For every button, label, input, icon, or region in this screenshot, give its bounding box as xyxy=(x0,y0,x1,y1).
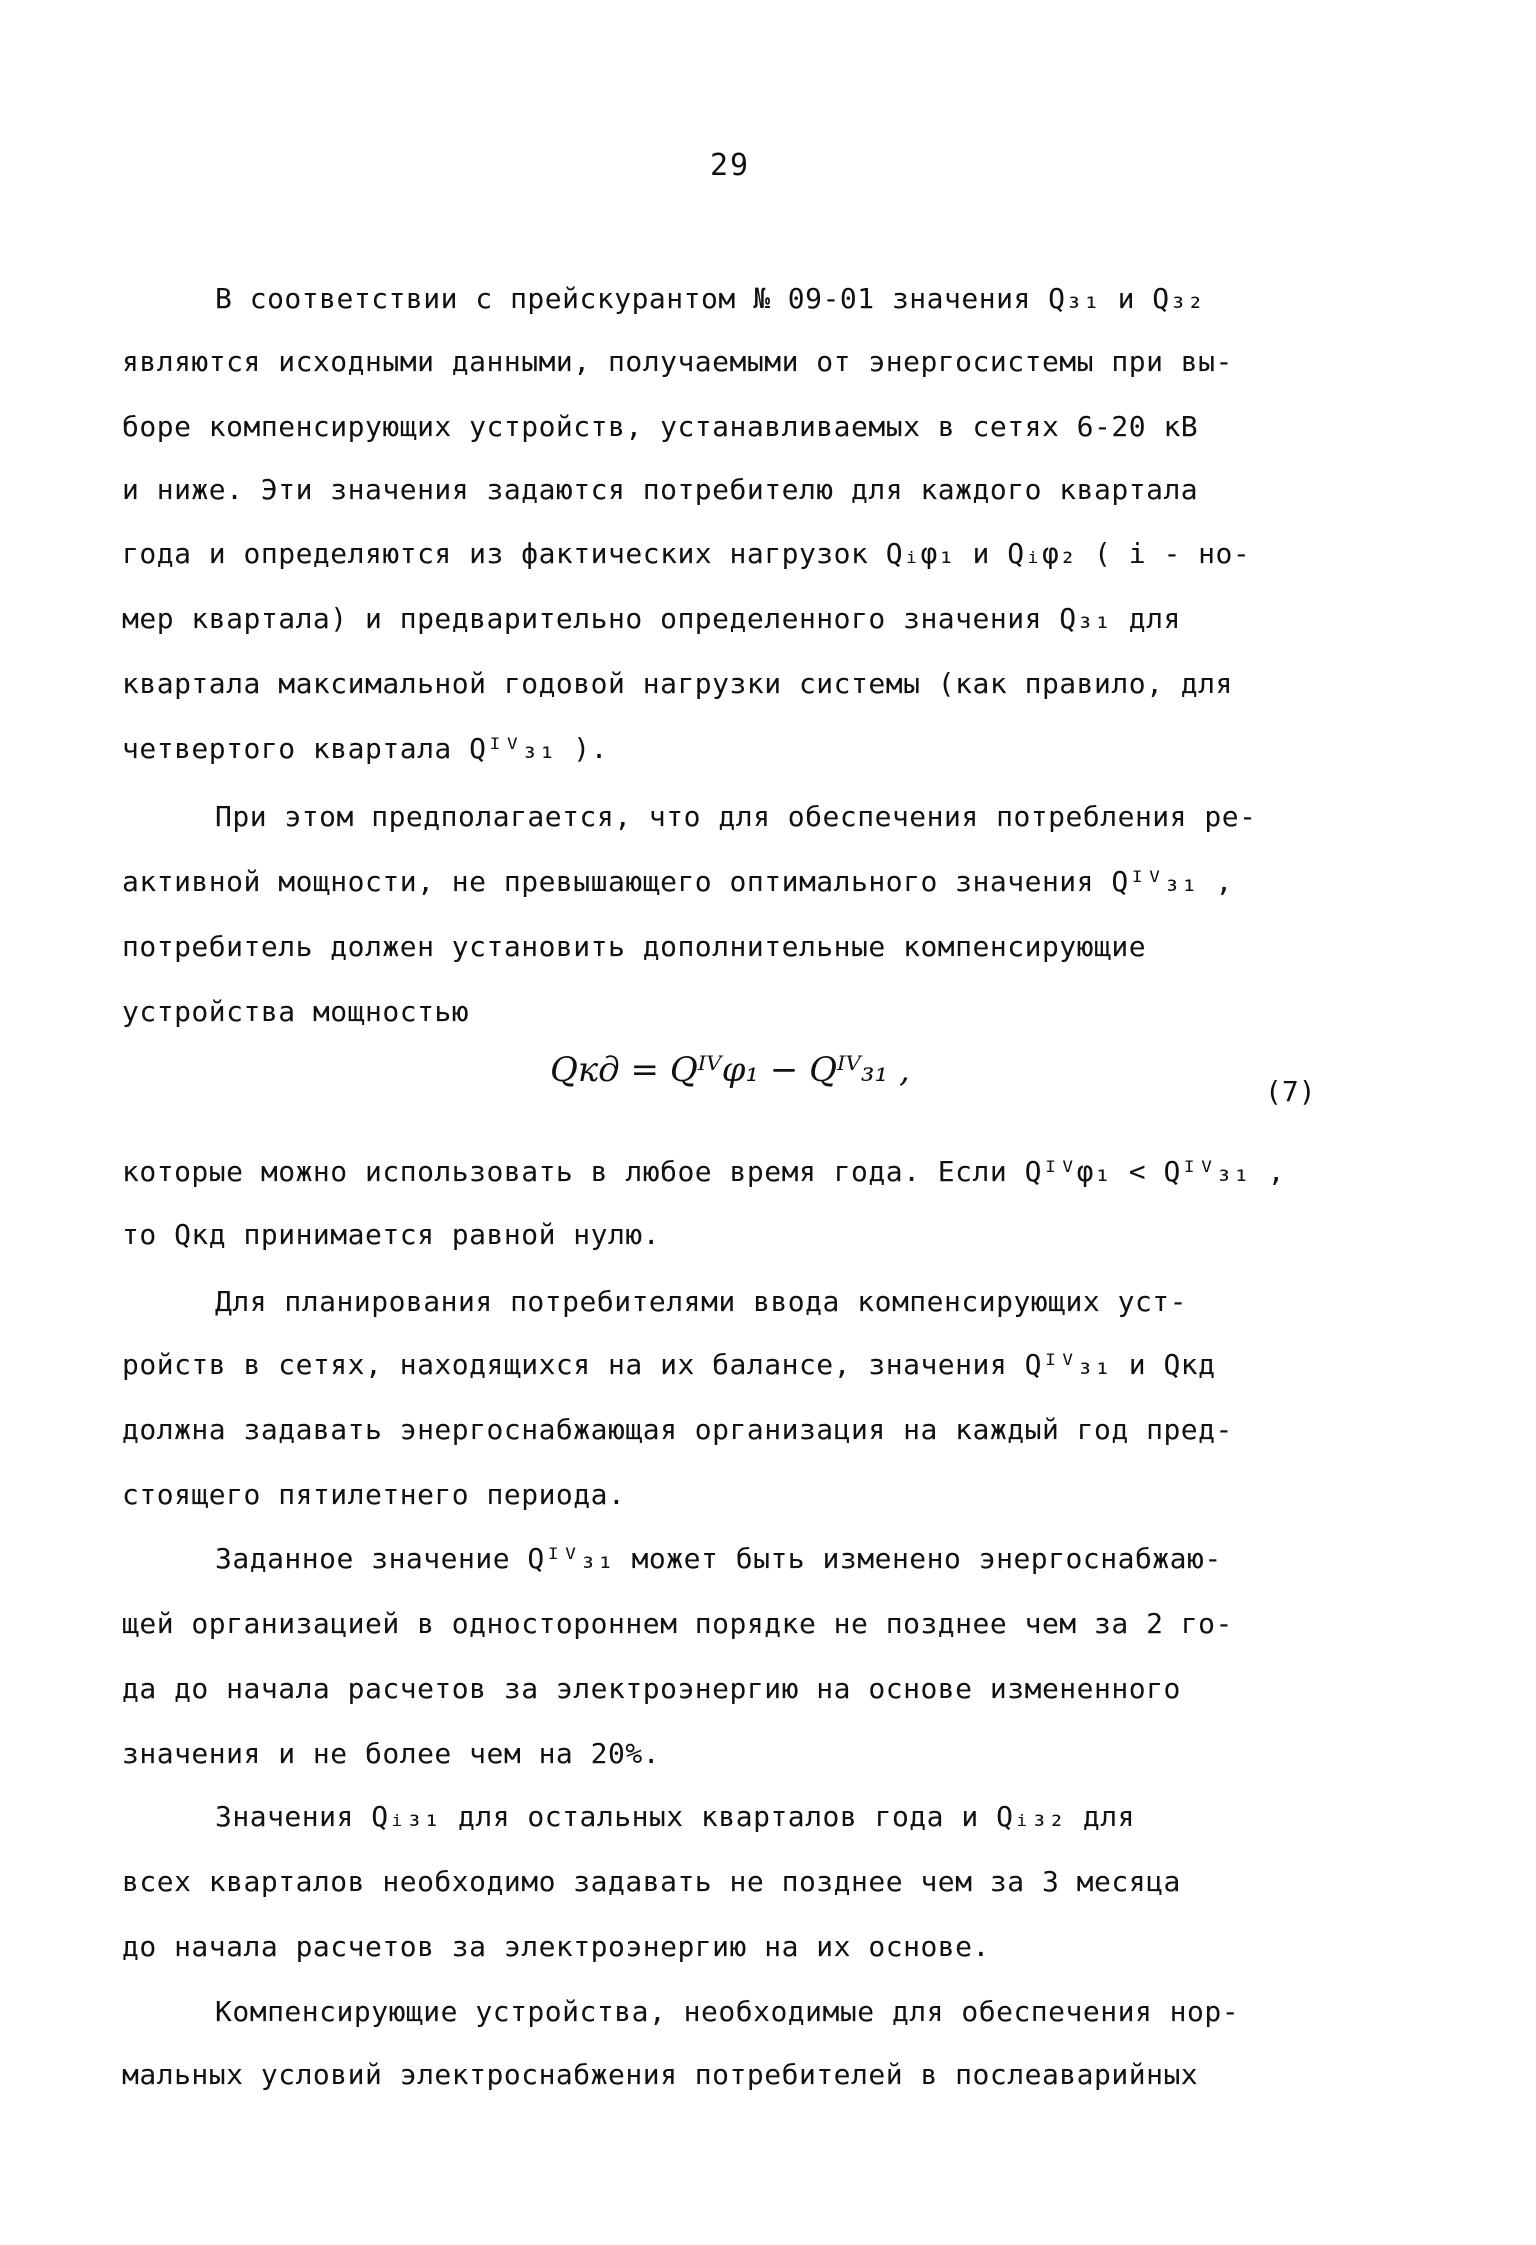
text-line: стоящего пятилетнего периода. xyxy=(122,1478,626,1511)
text-line: В соответствии с прейскурантом № 09-01 значения Q₃₁ и Q₃₂ xyxy=(215,282,1205,315)
equation-number: (7) xyxy=(1265,1075,1316,1108)
text-line: боре компенсирующих устройств, устанавливаемых в сетях 6-20 кВ xyxy=(122,410,1199,443)
text-line: и ниже. Эти значения задаются потребителю для каждого квартала xyxy=(122,473,1199,506)
text-line: Заданное значение Qᴵⱽ₃₁ может быть изменено энергоснабжаю- xyxy=(215,1542,1222,1575)
text-line: до начала расчетов за электроэнергию на их основе. xyxy=(122,1930,990,1963)
text-line: Значения Qᵢ₃₁ для остальных кварталов года и Qᵢ₃₂ для xyxy=(215,1800,1135,1833)
text-line: являются исходными данными, получаемыми от энергосистемы при вы- xyxy=(122,345,1233,378)
text-line: ройств в сетях, находящихся на их балансе, значения Qᴵⱽ₃₁ и Qкд xyxy=(122,1348,1216,1381)
text-line: потребитель должен установить дополнительные компенсирующие xyxy=(122,930,1147,963)
text-line: Компенсирующие устройства, необходимые для обеспечения нор- xyxy=(215,1995,1240,2028)
text-line: устройства мощностью xyxy=(122,995,470,1028)
text-line: щей организацией в одностороннем порядке не позднее чем за 2 го- xyxy=(122,1607,1233,1640)
text-line: значения и не более чем на 20%. xyxy=(122,1737,661,1770)
page-number: 29 xyxy=(709,148,751,183)
text-line: При этом предполагается, что для обеспечения потребления ре- xyxy=(215,800,1257,833)
text-line: должна задавать энергоснабжающая организация на каждый год пред- xyxy=(122,1413,1233,1446)
text-line: четвертого квартала Qᴵⱽ₃₁ ). xyxy=(122,732,609,765)
text-line: которые можно использовать в любое время года. Если Qᴵⱽφ₁ < Qᴵⱽ₃₁ , xyxy=(122,1155,1285,1188)
text-line: мер квартала) и предварительно определенного значения Q₃₁ для xyxy=(122,602,1181,635)
text-line: то Qкд принимается равной нулю. xyxy=(122,1218,661,1251)
text-line: Для планирования потребителями ввода компенсирующих уст- xyxy=(215,1285,1188,1318)
text-line: всех кварталов необходимо задавать не позднее чем за 3 месяца xyxy=(122,1865,1181,1898)
text-line: да до начала расчетов за электроэнергию на основе измененного xyxy=(122,1672,1181,1705)
text-line: активной мощности, не превышающего оптимального значения Qᴵⱽ₃₁ , xyxy=(122,865,1233,898)
text-line: квартала максимальной годовой нагрузки системы (как правило, для xyxy=(122,667,1233,700)
equation: Qкд = Qᴵⱽφ₁ − Qᴵⱽ₃₁ , xyxy=(550,1050,910,1090)
text-line: мальных условий электроснабжения потребителей в послеаварийных xyxy=(122,2058,1199,2091)
text-line: года и определяются из фактических нагрузок Qᵢφ₁ и Qᵢφ₂ ( i - но- xyxy=(122,537,1251,570)
